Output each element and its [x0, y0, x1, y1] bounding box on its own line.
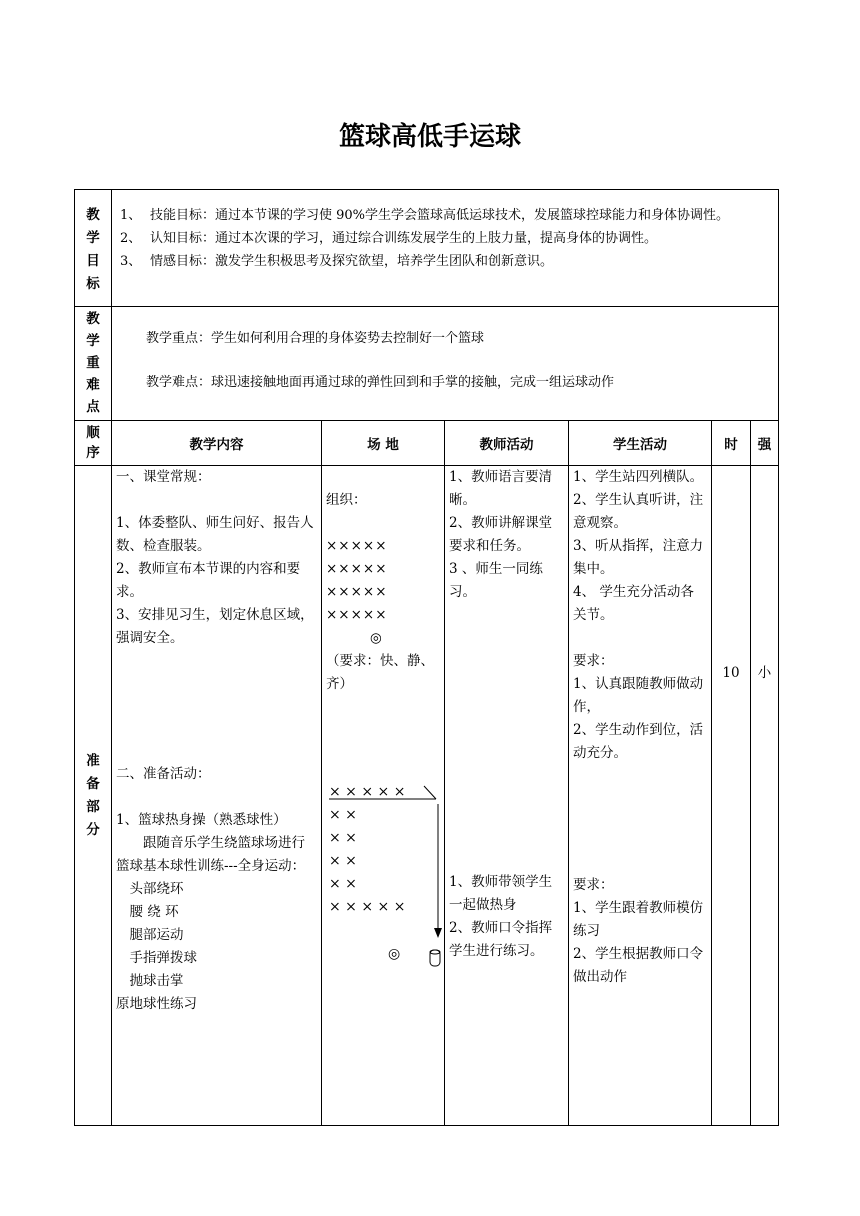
objective-item: 2、 认知目标：通过本次课的学习，通过综合训练发展学生的上肢力量，提高身体的协调性。 [120, 231, 658, 246]
header-teacher: 教师活动 [445, 421, 569, 466]
key-points-label: 教 学 重 难 点 [75, 307, 112, 421]
header-student: 学生活动 [569, 421, 712, 466]
warmup-route-diagram [326, 776, 444, 976]
formation-row: ××××× [326, 607, 388, 623]
key-points-text [112, 307, 779, 421]
svg-text:× ×: × × [329, 853, 357, 869]
teacher-marker: ◎ [370, 630, 382, 646]
teaching-difficulty: 教学难点：球迅速接触地面再通过球的弹性回到和手掌的接触，完成一组运球动作 [146, 375, 615, 390]
prep-student: 1、学生站四列横队。 2、学生认真听讲，注意观察。 3、听从指挥，注意力集中。 4、 学生充分活动各关节。 要求： 1、认真跟随教师做动作， 2、学生动作到位，活动充分。 要求： 1、学生跟着教师模仿练习 2、学生根据教师口令做出动作 [569, 466, 712, 1126]
prep-teacher: 1、教师语言要清晰。 2、教师讲解课堂要求和任务。 3 、师生一同练习。 1、教师带领学生一起做热身 2、教师口令指挥学生进行练习。 [445, 466, 569, 1126]
svg-text:× × × × ×: × × × × × [329, 784, 406, 800]
header-order: 顺 序 [75, 421, 112, 466]
header-venue: 场 地 [322, 421, 445, 466]
prep-label: 准 备 部 分 [75, 466, 112, 1126]
formation-row: ××××× [326, 561, 388, 577]
svg-text:× ×: × × [329, 807, 357, 823]
header-intensity: 强 [751, 421, 779, 466]
prep-time: 10 [712, 466, 751, 1126]
formation-row: ××××× [326, 538, 388, 554]
objective-item: 1、 技能目标：通过本节课的学习使 90%学生学会篮球高低运球技术，发展篮球控球能力和身体协调性。 [120, 208, 730, 223]
page-title: 篮球高低手运球 [338, 122, 521, 152]
svg-text:◎: ◎ [388, 946, 401, 962]
formation-row: ××××× [326, 584, 388, 600]
objective-item: 3、 情感目标：激发学生积极思考及探究欲望，培养学生团队和创新意识。 [120, 254, 554, 269]
header-time: 时 [712, 421, 751, 466]
prep-content: 一、课堂常规： 1、体委整队、师生问好、报告人数、检查服装。 2、教师宣布本节课的内容和要求。 3、安排见习生，划定休息区域，强调安全。 二、准备活动： 1、篮球热身操（熟悉球性） 跟随音乐学生绕篮球场进行篮球基本球性训练---全身运动： 头部绕环 腰 绕 环 腿部运动 手指弹拨球 抛球击掌 原地球性练习 [112, 466, 322, 1126]
header-content: 教学内容 [112, 421, 322, 466]
objectives-list [112, 190, 779, 307]
prep-intensity: 小 [751, 466, 779, 1126]
svg-text:× × × × ×: × × × × × [329, 899, 406, 915]
lesson-plan-table [74, 189, 779, 1126]
svg-text:× ×: × × [329, 830, 357, 846]
teaching-focus: 教学重点：学生如何利用合理的身体姿势去控制好一个篮球 [146, 331, 485, 346]
svg-text:× ×: × × [329, 876, 357, 892]
prep-venue: 组织： ××××× ××××× ××××× ××××× ◎ （要求：快、静、齐） × × × × × × × × × × × × × × × × × × ◎ [322, 466, 445, 1126]
objectives-label: 教 学 目 标 [75, 190, 112, 307]
